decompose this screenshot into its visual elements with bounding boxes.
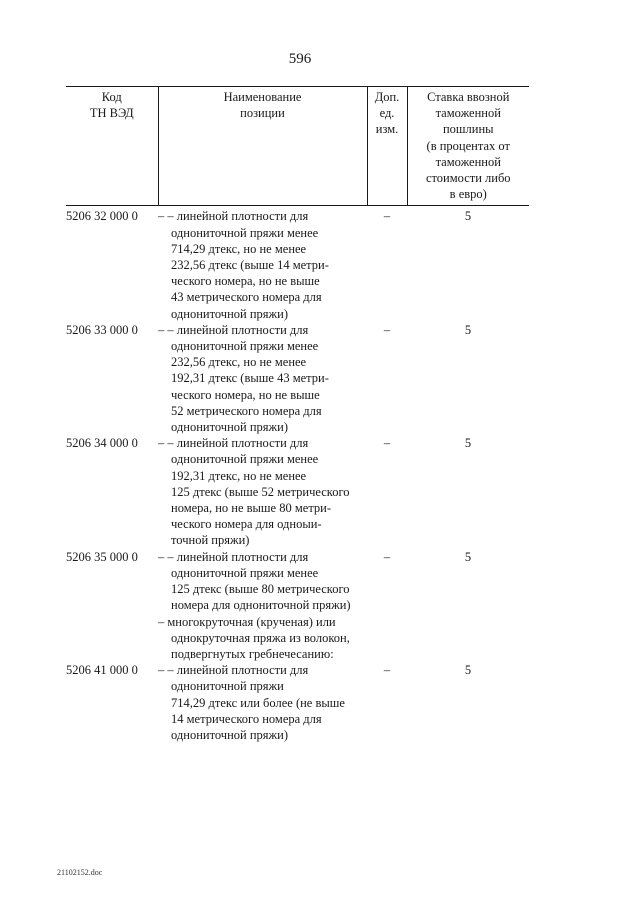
table-row <box>66 549 529 614</box>
code-cell <box>66 614 158 663</box>
unit-cell: – <box>383 209 391 224</box>
header-unit: Доп. ед. изм. <box>367 87 407 206</box>
header-code: Код ТН ВЭД <box>66 87 158 206</box>
table-row <box>66 662 529 743</box>
header-name: Наименование позиции <box>158 87 367 206</box>
document-reference: 21102152.doc <box>57 868 103 877</box>
rate-cell <box>407 614 529 663</box>
description-cell: – – линейной плотности для однониточной пряжи менее 714,29 дтекс, но не менее 232,56 дтекс (выше 14 метри- ческого номера, но не выше 43 метрического номера для однониточной пряжи) <box>158 209 329 321</box>
table-row <box>66 206 529 322</box>
unit-cell: – <box>383 322 391 337</box>
code-cell: 5206 41 000 0 <box>66 663 138 678</box>
description-cell: – – линейной плотности для однониточной пряжи менее 192,31 дтекс, но не менее 125 дтекс (выше 52 метрического номера, но не выше 80 метри- ческого номера для одноыи- точной пряжи) <box>158 436 350 548</box>
table-row <box>66 614 529 663</box>
rate-cell: 5 <box>464 549 472 564</box>
description-cell: – – линейной плотности для однониточной пряжи 714,29 дтекс или более (не выше 14 метрического номера для однониточной пряжи) <box>158 663 345 742</box>
description-cell: – многокруточная (крученая) или однокруточная пряжа из волокон, подвергнутых гребнечесанию: <box>158 614 350 661</box>
rate-cell: 5 <box>464 209 472 224</box>
unit-cell: – <box>383 549 391 564</box>
description-cell: – – линейной плотности для однониточной пряжи менее 232,56 дтекс, но не менее 192,31 дтекс (выше 43 метри- ческого номера, но не выше 52 метрического номера для однониточной пряжи) <box>158 322 329 435</box>
tariff-table <box>66 86 529 743</box>
table-header-row <box>66 87 529 206</box>
rate-cell: 5 <box>464 322 472 337</box>
rate-cell: 5 <box>464 436 472 451</box>
code-cell: 5206 32 000 0 <box>66 209 138 224</box>
unit-cell: – <box>383 436 391 451</box>
description-cell: – – линейной плотности для однониточной пряжи менее 125 дтекс (выше 80 метрического номера для однониточной пряжи) <box>158 549 351 613</box>
code-cell: 5206 33 000 0 <box>66 322 138 337</box>
table-row <box>66 435 529 548</box>
code-cell: 5206 34 000 0 <box>66 436 138 451</box>
header-rate: Ставка ввозной таможенной пошлины (в процентах от таможенной стоимости либо в евро) <box>407 87 529 206</box>
unit-cell <box>367 614 407 663</box>
code-cell: 5206 35 000 0 <box>66 549 138 564</box>
rate-cell: 5 <box>464 663 472 678</box>
table-row <box>66 322 529 435</box>
unit-cell: – <box>383 663 391 678</box>
page-number: 596 <box>288 51 312 67</box>
